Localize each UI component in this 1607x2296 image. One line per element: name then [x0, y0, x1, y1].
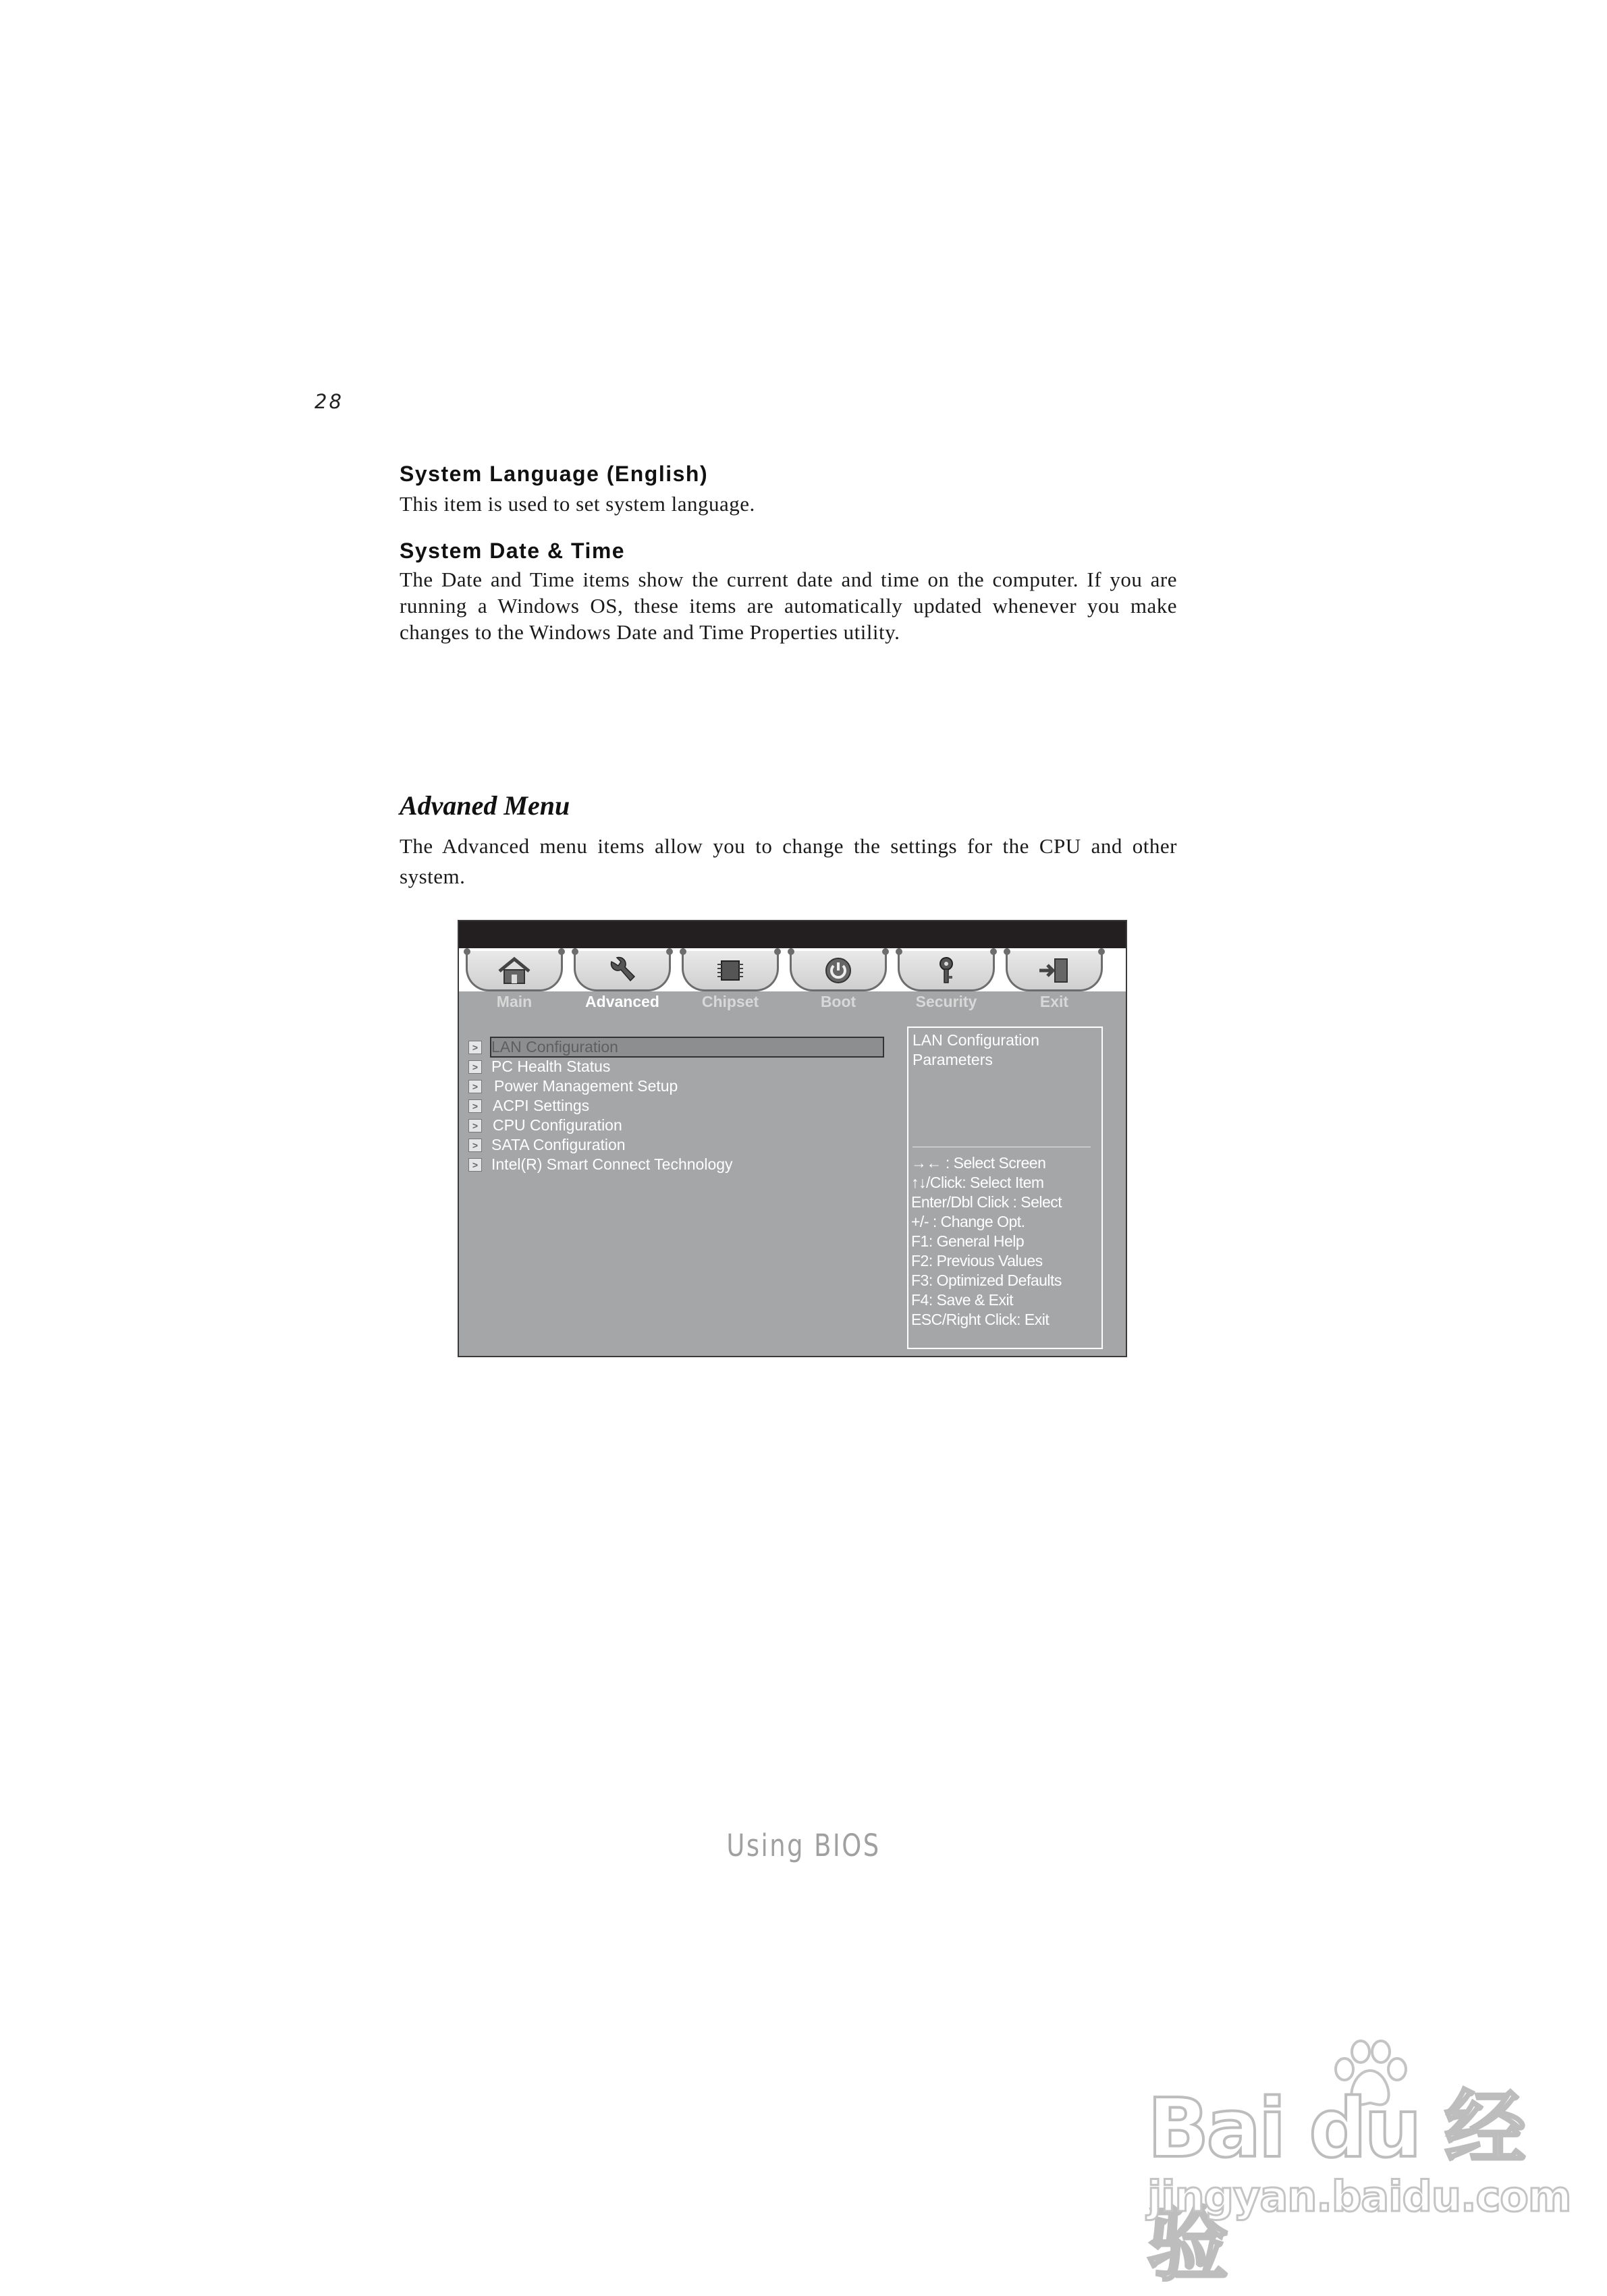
tab-label-security: Security [915, 993, 977, 1010]
tab-label-main: Main [496, 993, 533, 1010]
tab-security[interactable] [898, 951, 995, 991]
exit-icon [1037, 955, 1072, 986]
text-system-language: This item is used to set system language. [400, 492, 755, 516]
menu-item-label: ACPI Settings [493, 1097, 590, 1114]
tab-label-exit: Exit [1039, 993, 1069, 1010]
section-system-date-time [400, 539, 1177, 645]
section-advanced-menu [400, 790, 1177, 892]
heading-system-language: System Language (English) [400, 462, 709, 486]
menu-item-label: LAN Configuration [491, 1038, 883, 1056]
key-legend-item: F3: Optimized Defaults [911, 1272, 1062, 1289]
menu-item-label: PC Health Status [491, 1058, 611, 1075]
submenu-arrow-icon: > [468, 1060, 482, 1074]
menu-item-sata-configuration[interactable] [468, 1135, 900, 1155]
section-system-language [400, 462, 1177, 517]
help-description [913, 1031, 1039, 1070]
tab-label-advanced: Advanced [585, 993, 659, 1010]
page-footer: Using BIOS [726, 1828, 881, 1863]
text-advanced-menu: The Advanced menu items allow you to change the settings for the CPU and other system. [400, 834, 1177, 888]
bios-title-bar [459, 921, 1126, 948]
key-legend-item: +/- : Change Opt. [911, 1213, 1025, 1230]
menu-item-acpi-settings[interactable] [468, 1096, 900, 1116]
key-legend-item: F1: General Help [911, 1232, 1025, 1250]
submenu-arrow-icon: > [468, 1158, 482, 1172]
menu-item-power-management-setup[interactable] [468, 1076, 900, 1096]
help-description-line: LAN Configuration [913, 1031, 1039, 1049]
key-legend-item: Enter/Dbl Click : Select [911, 1193, 1062, 1211]
menu-item-cpu-configuration[interactable] [468, 1116, 900, 1135]
submenu-arrow-icon: > [468, 1041, 482, 1054]
key-legend [911, 1153, 1062, 1330]
text-system-date-time: The Date and Time items show the current date and time on the computer. If you are running a Windows OS, these items are automatically updated whenever you make changes to the Windows Date and Time Properties utility. [400, 568, 1177, 644]
menu-item-label: Power Management Setup [494, 1077, 678, 1095]
tab-label-boot: Boot [820, 993, 856, 1010]
help-description-line: Parameters [913, 1051, 993, 1068]
key-icon [929, 955, 964, 986]
advanced-menu-list [468, 1037, 900, 1174]
submenu-arrow-icon: > [468, 1119, 482, 1132]
baidu-watermark [1147, 2037, 1571, 2292]
menu-item-label: Intel(R) Smart Connect Technology [491, 1155, 733, 1173]
key-legend-item: F4: Save & Exit [911, 1291, 1014, 1309]
help-panel [907, 1027, 1103, 1349]
menu-item-pc-health-status[interactable] [468, 1057, 900, 1076]
menu-item-label: CPU Configuration [493, 1116, 622, 1134]
key-legend-item: F2: Previous Values [911, 1252, 1043, 1269]
submenu-arrow-icon: > [468, 1080, 482, 1093]
menu-item-label: SATA Configuration [491, 1136, 626, 1153]
tab-main[interactable] [466, 951, 563, 991]
key-legend-item: ↑↓/Click: Select Item [911, 1174, 1044, 1191]
tab-exit[interactable] [1006, 951, 1103, 991]
baidu-logo-text: Bai du 经验 [1147, 2082, 1523, 2292]
tab-chipset[interactable] [682, 951, 779, 991]
bios-screenshot [458, 920, 1127, 1357]
menu-item-lan-configuration[interactable] [468, 1037, 900, 1057]
tab-advanced[interactable] [574, 951, 671, 991]
key-legend-item: ESC/Right Click: Exit [911, 1311, 1050, 1328]
tab-label-chipset: Chipset [701, 993, 759, 1010]
wrench-icon [605, 955, 640, 986]
baidu-url-text: jingyan.baidu.com [1147, 2172, 1571, 2221]
submenu-arrow-icon: > [468, 1139, 482, 1152]
home-icon [497, 955, 532, 986]
power-icon [821, 955, 856, 986]
menu-item-smart-connect[interactable] [468, 1155, 900, 1174]
heading-advanced-menu: Advaned Menu [400, 790, 570, 821]
key-legend-item: →← : Select Screen [911, 1154, 1046, 1172]
submenu-arrow-icon: > [468, 1099, 482, 1113]
heading-system-date-time: System Date & Time [400, 539, 626, 563]
tab-boot[interactable] [790, 951, 887, 991]
chip-icon [713, 955, 748, 986]
page-number: 28 [315, 390, 344, 413]
